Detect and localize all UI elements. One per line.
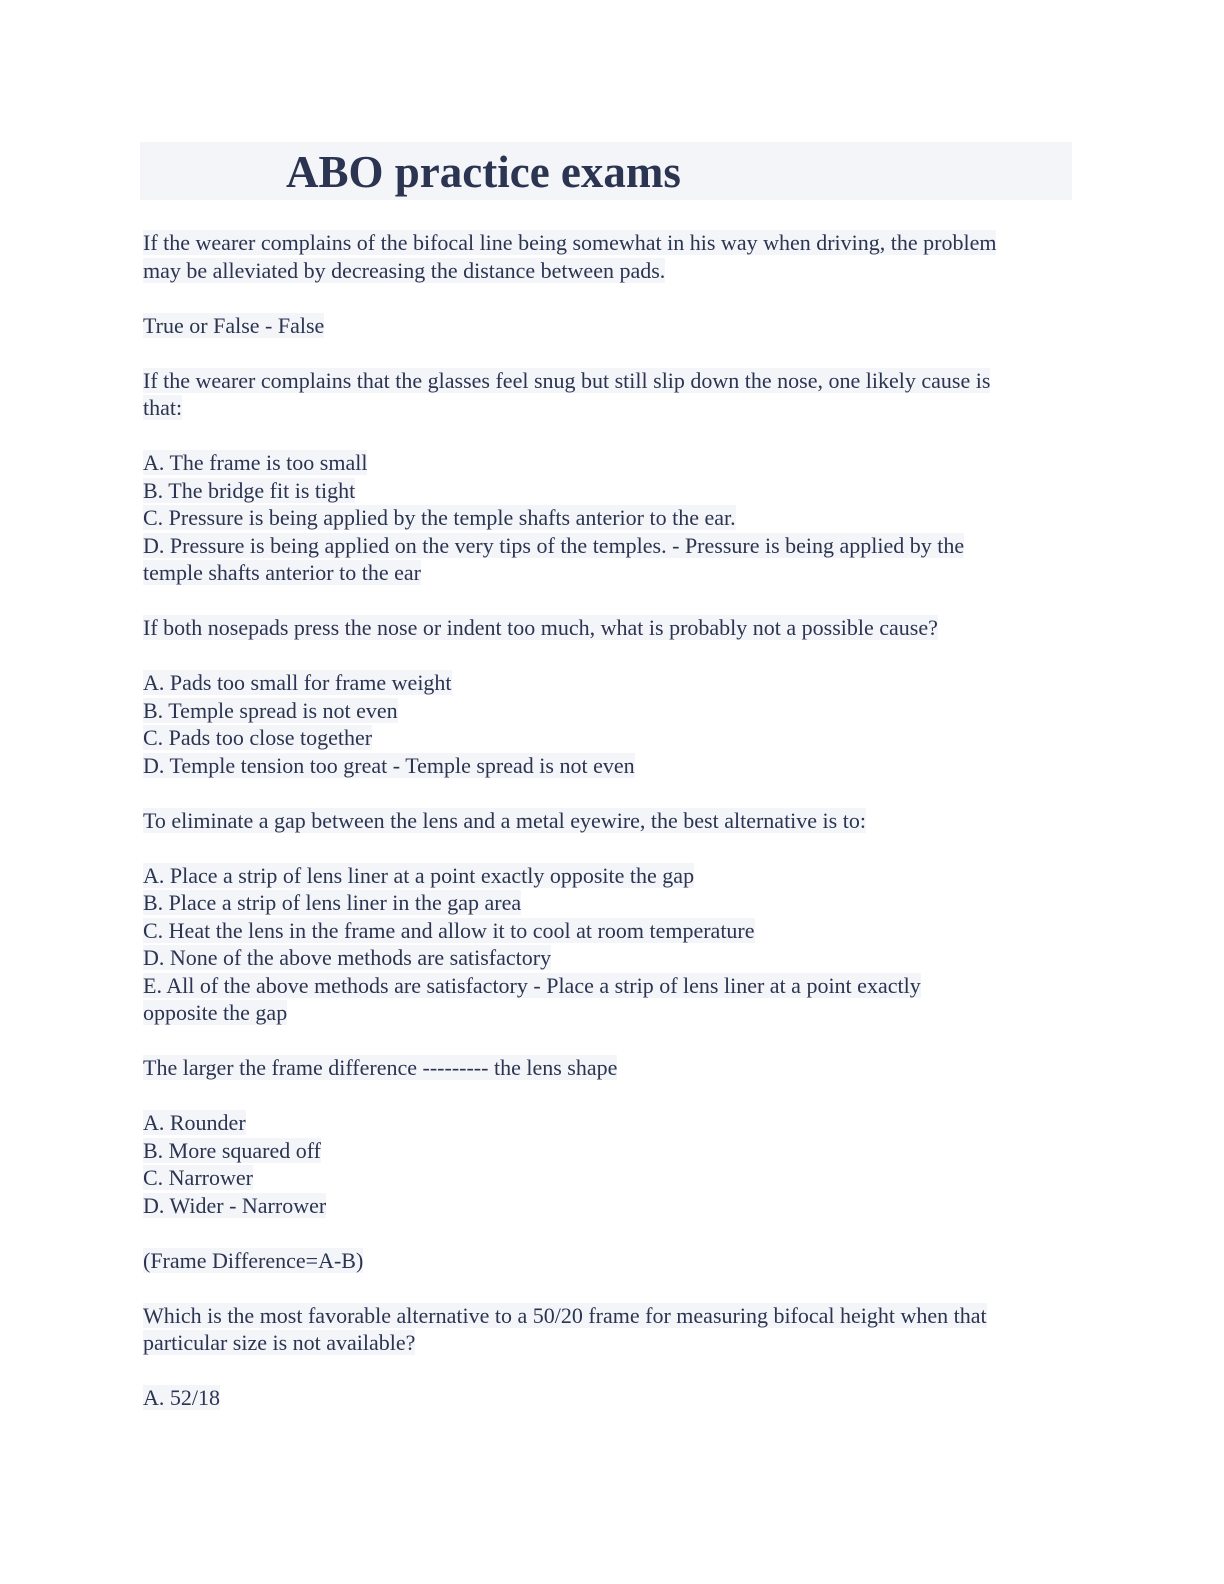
text-line [143, 504, 1073, 532]
text-line-content: If both nosepads press the nose or indent too much, what is probably not a possible cause? [143, 615, 938, 640]
text-line [143, 394, 1073, 422]
text-line [143, 257, 1073, 285]
text-line [143, 972, 1073, 1000]
text-line [143, 807, 1073, 835]
text-line-content: A. Place a strip of lens liner at a point exactly opposite the gap [143, 862, 695, 888]
text-line-content: C. Narrower [143, 1165, 253, 1190]
text-line-content: that: [143, 395, 183, 420]
text-line [143, 367, 1073, 395]
text-line-content: A. Pads too small for frame weight [143, 670, 452, 695]
text-line-content: A. The frame is too small [143, 450, 368, 475]
text-line-content: opposite the gap [143, 1000, 288, 1025]
blank-line [143, 1274, 1073, 1302]
text-line [143, 1302, 1073, 1330]
text-line-content: (Frame Difference=A-B) [143, 1247, 364, 1273]
text-line [143, 1329, 1073, 1357]
page-title: ABO practice exams [286, 147, 681, 197]
text-line [143, 1384, 1073, 1412]
text-line [143, 1192, 1073, 1220]
text-line-content: D. Pressure is being applied on the very tips of the temples. - Pressure is being applied by the [143, 532, 965, 558]
blank-line [143, 779, 1073, 807]
text-line [143, 752, 1073, 780]
text-line [143, 944, 1073, 972]
text-line-content: A. 52/18 [143, 1385, 220, 1410]
text-line [143, 532, 1073, 560]
text-line-content: may be alleviated by decreasing the distance between pads. [143, 257, 666, 283]
text-line-content: B. Place a strip of lens liner in the gap area [143, 890, 522, 915]
text-line-content: B. More squared off [143, 1137, 321, 1163]
text-line [143, 999, 1073, 1027]
document-body [143, 229, 1073, 1412]
text-line [143, 697, 1073, 725]
text-line-content: To eliminate a gap between the lens and a metal eyewire, the best alternative is to: [143, 807, 866, 833]
text-line-content: D. None of the above methods are satisfactory [143, 945, 552, 970]
text-line [143, 862, 1073, 890]
text-line [143, 614, 1073, 642]
text-line [143, 1164, 1073, 1192]
text-line [143, 1247, 1073, 1275]
text-line-content: particular size is not available? [143, 1330, 416, 1355]
blank-line [143, 1357, 1073, 1385]
text-line [143, 1109, 1073, 1137]
blank-line [143, 284, 1073, 312]
text-line [143, 1054, 1073, 1082]
text-line-content: C. Pressure is being applied by the temple shafts anterior to the ear. [143, 505, 736, 530]
text-line-content: True or False - False [143, 312, 325, 338]
text-line-content: B. Temple spread is not even [143, 697, 398, 723]
title-bar [140, 142, 1072, 200]
blank-line [143, 1219, 1073, 1247]
blank-line [143, 1082, 1073, 1110]
text-line-content: C. Pads too close together [143, 725, 373, 750]
text-line-content: B. The bridge fit is tight [143, 477, 356, 503]
text-line-content: The larger the frame difference --------- the lens shape [143, 1055, 618, 1080]
text-line-content: C. Heat the lens in the frame and allow it to cool at room temperature [143, 917, 755, 943]
blank-line [143, 422, 1073, 450]
text-line [143, 889, 1073, 917]
text-line [143, 449, 1073, 477]
text-line [143, 917, 1073, 945]
text-line [143, 724, 1073, 752]
text-line-content: A. Rounder [143, 1110, 246, 1135]
text-line [143, 477, 1073, 505]
blank-line [143, 642, 1073, 670]
text-line [143, 1137, 1073, 1165]
text-line [143, 669, 1073, 697]
text-line [143, 312, 1073, 340]
blank-line [143, 834, 1073, 862]
blank-line [143, 587, 1073, 615]
text-line-content: If the wearer complains that the glasses feel snug but still slip down the nose, one likely cause is [143, 367, 991, 393]
text-line-content: D. Temple tension too great - Temple spread is not even [143, 752, 635, 778]
text-line-content: temple shafts anterior to the ear [143, 560, 421, 585]
text-line-content: Which is the most favorable alternative to a 50/20 frame for measuring bifocal height when that [143, 1302, 987, 1328]
blank-line [143, 339, 1073, 367]
text-line-content: E. All of the above methods are satisfactory - Place a strip of lens liner at a point exactly [143, 972, 921, 998]
text-line [143, 559, 1073, 587]
blank-line [143, 1027, 1073, 1055]
text-line-content: D. Wider - Narrower [143, 1192, 327, 1218]
text-line [143, 229, 1073, 257]
text-line-content: If the wearer complains of the bifocal line being somewhat in his way when driving, the problem [143, 230, 997, 255]
